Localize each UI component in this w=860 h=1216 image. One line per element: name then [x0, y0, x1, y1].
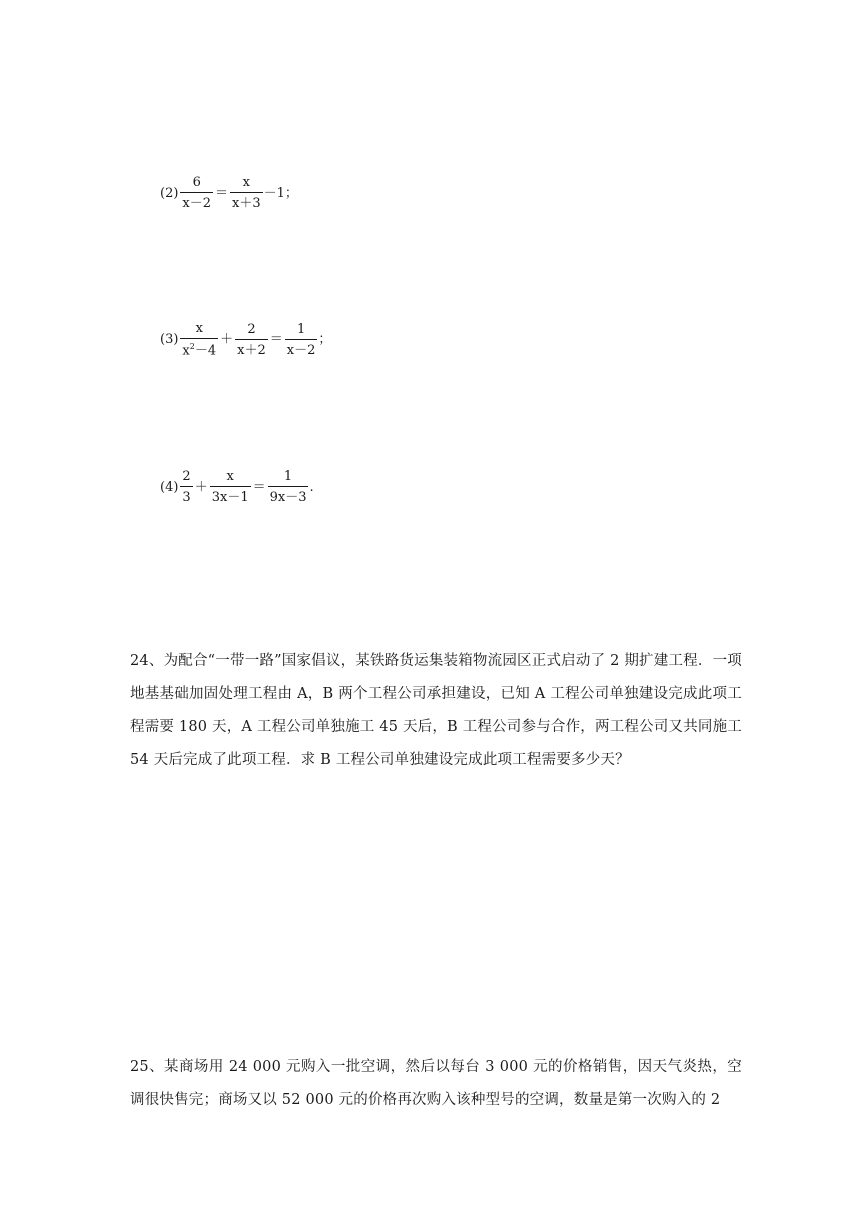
numerator: x [180, 322, 218, 339]
plus-sign: ＋ [220, 332, 234, 348]
denominator: 3x－1 [211, 490, 249, 505]
fraction [180, 322, 218, 357]
equation-label: (3) [160, 332, 179, 348]
equation-tail: －1； [263, 185, 298, 201]
fraction [235, 323, 268, 357]
fraction [268, 470, 309, 504]
denominator: x－2 [182, 196, 212, 211]
fraction [230, 176, 263, 210]
denominator-rest: －4 [194, 343, 217, 359]
denominator: 3 [182, 490, 191, 505]
denominator: x＋2 [237, 342, 266, 358]
numerator: x [230, 176, 263, 193]
exponent: 2 [189, 342, 195, 351]
fraction [285, 323, 318, 357]
equation-label: (2) [160, 185, 179, 201]
equals-sign: ＝ [215, 185, 229, 201]
equals-sign: ＝ [252, 479, 266, 495]
equals-sign: ＝ [269, 332, 283, 348]
problem-25: 25、某商场用 24 000 元购入一批空调，然后以每台 3 000 元的价格销售，因天气炎热，空调很快售完；商场又以 52 000 元的价格再次购入该种型号的空调，数量是第一次购入的 2 [130, 1059, 742, 1108]
numerator: 6 [180, 176, 213, 193]
plus-sign: ＋ [194, 479, 208, 495]
denominator: x＋3 [232, 196, 261, 211]
numerator: 1 [268, 470, 309, 487]
equation-tail: ； [318, 332, 332, 348]
fraction [210, 470, 251, 504]
numerator: x [210, 470, 251, 487]
fraction [180, 470, 192, 504]
denominator: x－2 [286, 342, 316, 358]
numerator: 2 [235, 323, 268, 340]
numerator: 2 [180, 470, 192, 487]
fraction [180, 176, 213, 210]
equation-label: (4) [160, 479, 179, 495]
equation-tail: . [309, 479, 314, 495]
denominator: 9x－3 [269, 490, 307, 505]
numerator: 1 [285, 323, 318, 340]
equation-3 [160, 322, 331, 357]
denominator-base: x [182, 343, 190, 359]
equation-4 [160, 470, 314, 504]
denominator [180, 339, 218, 357]
equation-2 [160, 176, 298, 210]
problem-24: 24、为配合“一带一路”国家倡议，某铁路货运集装箱物流园区正式启动了 2 期扩建工程．一项地基基础加固处理工程由 A，B 两个工程公司承担建设，已知 A 工程公司单独建设完成此项工程需要 180 天，A 工程公司单独施工 45 天后，B 工程公司参与合作，两工程公司又共同施工 54 天后完成了此项工程．求 B 工程公司单独建设完成此项工程需要多少天？ [130, 653, 743, 768]
